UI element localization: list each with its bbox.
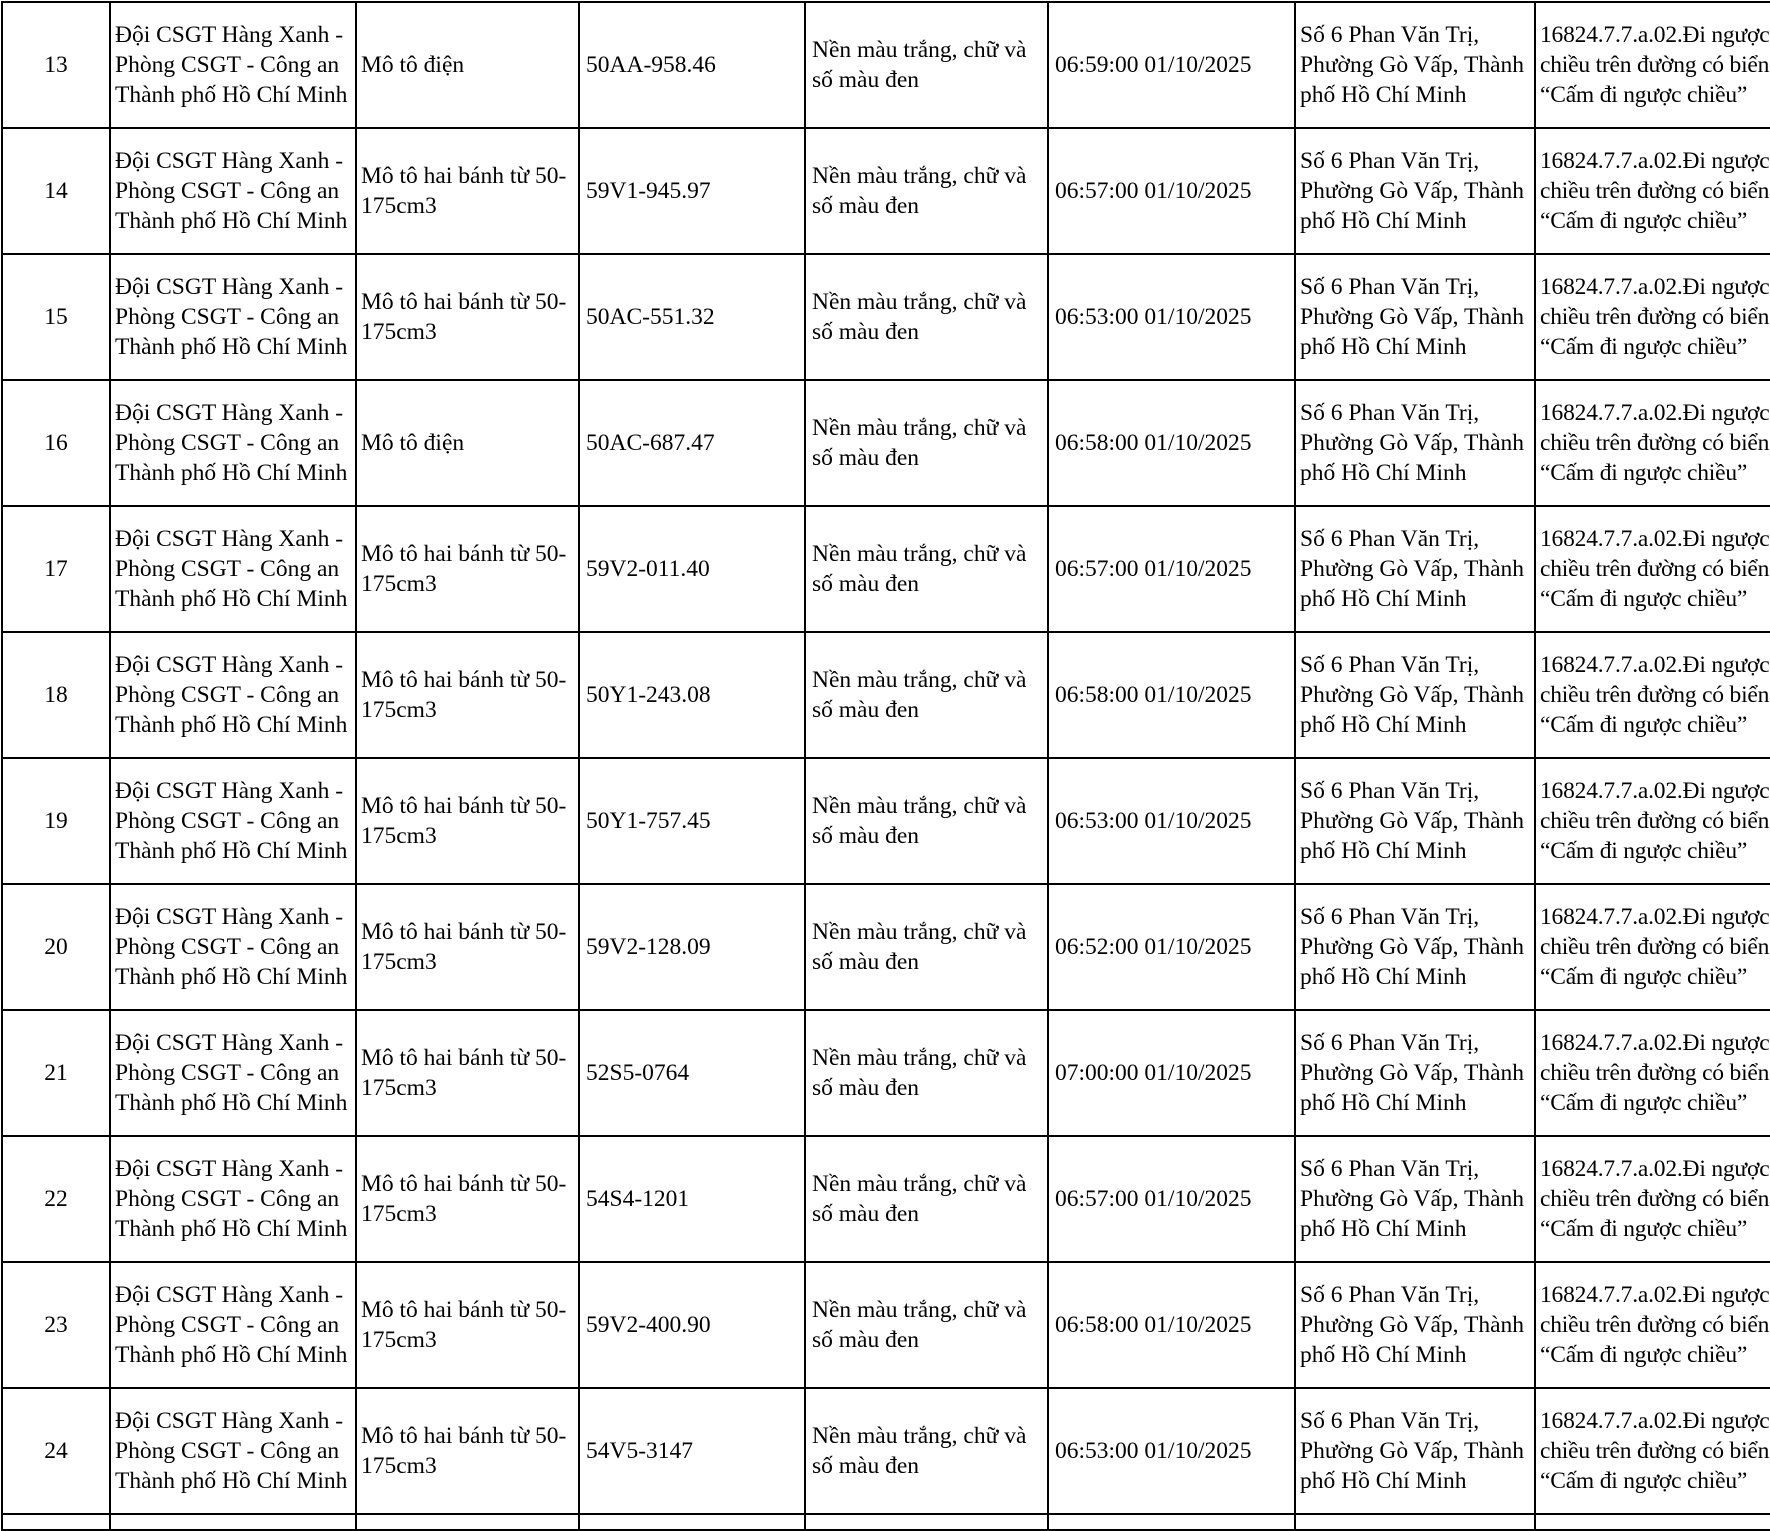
cell-place: Số 6 Phan Văn Trị, Phường Gò Vấp, Thành phố Hồ Chí Minh [1295, 884, 1535, 1010]
cell-place: Số 6 Phan Văn Trị, Phường Gò Vấp, Thành phố Hồ Chí Minh [1295, 1388, 1535, 1514]
cell-stt: 24 [2, 1388, 110, 1514]
empty-cell [2, 1514, 110, 1530]
cell-vehicle-type: Mô tô điện [356, 2, 579, 128]
cell-place: Số 6 Phan Văn Trị, Phường Gò Vấp, Thành phố Hồ Chí Minh [1295, 128, 1535, 254]
cell-violation: 16824.7.7.a.02.Đi ngược chiều trên đường có biển “Cấm đi ngược chiều” [1535, 1262, 1770, 1388]
cell-vehicle-type: Mô tô hai bánh từ 50-175cm3 [356, 1136, 579, 1262]
cell-violation: 16824.7.7.a.02.Đi ngược chiều trên đường có biển “Cấm đi ngược chiều” [1535, 506, 1770, 632]
cell-plate: 59V2-128.09 [579, 884, 805, 1010]
cell-unit: Đội CSGT Hàng Xanh - Phòng CSGT - Công an Thành phố Hồ Chí Minh [110, 1010, 356, 1136]
cell-place: Số 6 Phan Văn Trị, Phường Gò Vấp, Thành phố Hồ Chí Minh [1295, 1010, 1535, 1136]
cell-plate: 59V2-400.90 [579, 1262, 805, 1388]
cell-violation: 16824.7.7.a.02.Đi ngược chiều trên đường có biển “Cấm đi ngược chiều” [1535, 758, 1770, 884]
cell-unit: Đội CSGT Hàng Xanh - Phòng CSGT - Công an Thành phố Hồ Chí Minh [110, 884, 356, 1010]
cell-time: 06:53:00 01/10/2025 [1048, 1388, 1295, 1514]
cell-violation: 16824.7.7.a.02.Đi ngược chiều trên đường có biển “Cấm đi ngược chiều” [1535, 1388, 1770, 1514]
empty-cell [579, 1514, 805, 1530]
cell-plate-color: Nền màu trắng, chữ và số màu đen [805, 254, 1048, 380]
table-row [2, 632, 1770, 758]
cell-stt: 18 [2, 632, 110, 758]
cell-vehicle-type: Mô tô hai bánh từ 50-175cm3 [356, 1262, 579, 1388]
table-row [2, 254, 1770, 380]
cell-plate-color: Nền màu trắng, chữ và số màu đen [805, 380, 1048, 506]
table-row [2, 1388, 1770, 1514]
cell-plate-color: Nền màu trắng, chữ và số màu đen [805, 758, 1048, 884]
cell-plate: 50AC-687.47 [579, 380, 805, 506]
cell-time: 06:59:00 01/10/2025 [1048, 2, 1295, 128]
empty-cell [805, 1514, 1048, 1530]
cell-plate-color: Nền màu trắng, chữ và số màu đen [805, 884, 1048, 1010]
cell-plate: 54V5-3147 [579, 1388, 805, 1514]
cell-violation: 16824.7.7.a.02.Đi ngược chiều trên đường có biển “Cấm đi ngược chiều” [1535, 380, 1770, 506]
cell-plate-color: Nền màu trắng, chữ và số màu đen [805, 1262, 1048, 1388]
table-row [2, 506, 1770, 632]
cell-vehicle-type: Mô tô hai bánh từ 50-175cm3 [356, 884, 579, 1010]
cell-plate-color: Nền màu trắng, chữ và số màu đen [805, 128, 1048, 254]
cell-time: 06:53:00 01/10/2025 [1048, 254, 1295, 380]
cell-vehicle-type: Mô tô hai bánh từ 50-175cm3 [356, 758, 579, 884]
cell-time: 06:58:00 01/10/2025 [1048, 380, 1295, 506]
cell-unit: Đội CSGT Hàng Xanh - Phòng CSGT - Công an Thành phố Hồ Chí Minh [110, 506, 356, 632]
cell-time: 06:58:00 01/10/2025 [1048, 632, 1295, 758]
cell-place: Số 6 Phan Văn Trị, Phường Gò Vấp, Thành phố Hồ Chí Minh [1295, 632, 1535, 758]
table-row-cut-off [2, 1514, 1770, 1530]
empty-cell [356, 1514, 579, 1530]
table-row [2, 380, 1770, 506]
cell-unit: Đội CSGT Hàng Xanh - Phòng CSGT - Công an Thành phố Hồ Chí Minh [110, 1262, 356, 1388]
cell-stt: 13 [2, 2, 110, 128]
cell-plate-color: Nền màu trắng, chữ và số màu đen [805, 1388, 1048, 1514]
cell-place: Số 6 Phan Văn Trị, Phường Gò Vấp, Thành phố Hồ Chí Minh [1295, 1262, 1535, 1388]
cell-plate-color: Nền màu trắng, chữ và số màu đen [805, 2, 1048, 128]
cell-place: Số 6 Phan Văn Trị, Phường Gò Vấp, Thành phố Hồ Chí Minh [1295, 758, 1535, 884]
cell-vehicle-type: Mô tô hai bánh từ 50-175cm3 [356, 128, 579, 254]
cell-violation: 16824.7.7.a.02.Đi ngược chiều trên đường có biển “Cấm đi ngược chiều” [1535, 884, 1770, 1010]
cell-plate: 50Y1-757.45 [579, 758, 805, 884]
cell-unit: Đội CSGT Hàng Xanh - Phòng CSGT - Công an Thành phố Hồ Chí Minh [110, 254, 356, 380]
cell-violation: 16824.7.7.a.02.Đi ngược chiều trên đường có biển “Cấm đi ngược chiều” [1535, 128, 1770, 254]
table-row [2, 1262, 1770, 1388]
cell-plate: 54S4-1201 [579, 1136, 805, 1262]
cell-stt: 21 [2, 1010, 110, 1136]
cell-stt: 23 [2, 1262, 110, 1388]
empty-cell [110, 1514, 356, 1530]
cell-time: 06:57:00 01/10/2025 [1048, 506, 1295, 632]
cell-unit: Đội CSGT Hàng Xanh - Phòng CSGT - Công an Thành phố Hồ Chí Minh [110, 1388, 356, 1514]
cell-vehicle-type: Mô tô hai bánh từ 50-175cm3 [356, 254, 579, 380]
empty-cell [1295, 1514, 1535, 1530]
cell-vehicle-type: Mô tô hai bánh từ 50-175cm3 [356, 506, 579, 632]
cell-plate: 59V2-011.40 [579, 506, 805, 632]
table-row [2, 1010, 1770, 1136]
table-row [2, 884, 1770, 1010]
cell-stt: 20 [2, 884, 110, 1010]
violations-table [1, 1, 1770, 1531]
cell-place: Số 6 Phan Văn Trị, Phường Gò Vấp, Thành phố Hồ Chí Minh [1295, 1136, 1535, 1262]
cell-time: 07:00:00 01/10/2025 [1048, 1010, 1295, 1136]
cell-unit: Đội CSGT Hàng Xanh - Phòng CSGT - Công an Thành phố Hồ Chí Minh [110, 128, 356, 254]
cell-plate: 50AA-958.46 [579, 2, 805, 128]
cell-place: Số 6 Phan Văn Trị, Phường Gò Vấp, Thành phố Hồ Chí Minh [1295, 254, 1535, 380]
cell-violation: 16824.7.7.a.02.Đi ngược chiều trên đường có biển “Cấm đi ngược chiều” [1535, 632, 1770, 758]
cell-stt: 16 [2, 380, 110, 506]
cell-plate: 50AC-551.32 [579, 254, 805, 380]
cell-stt: 19 [2, 758, 110, 884]
cell-unit: Đội CSGT Hàng Xanh - Phòng CSGT - Công an Thành phố Hồ Chí Minh [110, 1136, 356, 1262]
cell-plate-color: Nền màu trắng, chữ và số màu đen [805, 632, 1048, 758]
cell-place: Số 6 Phan Văn Trị, Phường Gò Vấp, Thành phố Hồ Chí Minh [1295, 2, 1535, 128]
table-row [2, 2, 1770, 128]
cell-unit: Đội CSGT Hàng Xanh - Phòng CSGT - Công an Thành phố Hồ Chí Minh [110, 380, 356, 506]
cell-stt: 17 [2, 506, 110, 632]
table-row [2, 758, 1770, 884]
cell-plate-color: Nền màu trắng, chữ và số màu đen [805, 1136, 1048, 1262]
table-row [2, 128, 1770, 254]
cell-time: 06:53:00 01/10/2025 [1048, 758, 1295, 884]
cell-plate-color: Nền màu trắng, chữ và số màu đen [805, 1010, 1048, 1136]
cell-vehicle-type: Mô tô điện [356, 380, 579, 506]
cell-stt: 15 [2, 254, 110, 380]
table-row [2, 1136, 1770, 1262]
cell-time: 06:52:00 01/10/2025 [1048, 884, 1295, 1010]
cell-plate-color: Nền màu trắng, chữ và số màu đen [805, 506, 1048, 632]
cell-time: 06:57:00 01/10/2025 [1048, 128, 1295, 254]
cell-vehicle-type: Mô tô hai bánh từ 50-175cm3 [356, 1388, 579, 1514]
cell-violation: 16824.7.7.a.02.Đi ngược chiều trên đường có biển “Cấm đi ngược chiều” [1535, 254, 1770, 380]
cell-plate: 59V1-945.97 [579, 128, 805, 254]
cell-violation: 16824.7.7.a.02.Đi ngược chiều trên đường có biển “Cấm đi ngược chiều” [1535, 1136, 1770, 1262]
cell-time: 06:58:00 01/10/2025 [1048, 1262, 1295, 1388]
cell-place: Số 6 Phan Văn Trị, Phường Gò Vấp, Thành phố Hồ Chí Minh [1295, 506, 1535, 632]
cell-unit: Đội CSGT Hàng Xanh - Phòng CSGT - Công an Thành phố Hồ Chí Minh [110, 2, 356, 128]
cell-stt: 14 [2, 128, 110, 254]
empty-cell [1535, 1514, 1770, 1530]
cell-plate: 52S5-0764 [579, 1010, 805, 1136]
cell-vehicle-type: Mô tô hai bánh từ 50-175cm3 [356, 632, 579, 758]
cell-stt: 22 [2, 1136, 110, 1262]
cell-place: Số 6 Phan Văn Trị, Phường Gò Vấp, Thành phố Hồ Chí Minh [1295, 380, 1535, 506]
cell-vehicle-type: Mô tô hai bánh từ 50-175cm3 [356, 1010, 579, 1136]
cell-time: 06:57:00 01/10/2025 [1048, 1136, 1295, 1262]
cell-violation: 16824.7.7.a.02.Đi ngược chiều trên đường có biển “Cấm đi ngược chiều” [1535, 1010, 1770, 1136]
cell-violation: 16824.7.7.a.02.Đi ngược chiều trên đường có biển “Cấm đi ngược chiều” [1535, 2, 1770, 128]
cell-unit: Đội CSGT Hàng Xanh - Phòng CSGT - Công an Thành phố Hồ Chí Minh [110, 632, 356, 758]
cell-unit: Đội CSGT Hàng Xanh - Phòng CSGT - Công an Thành phố Hồ Chí Minh [110, 758, 356, 884]
cell-plate: 50Y1-243.08 [579, 632, 805, 758]
empty-cell [1048, 1514, 1295, 1530]
